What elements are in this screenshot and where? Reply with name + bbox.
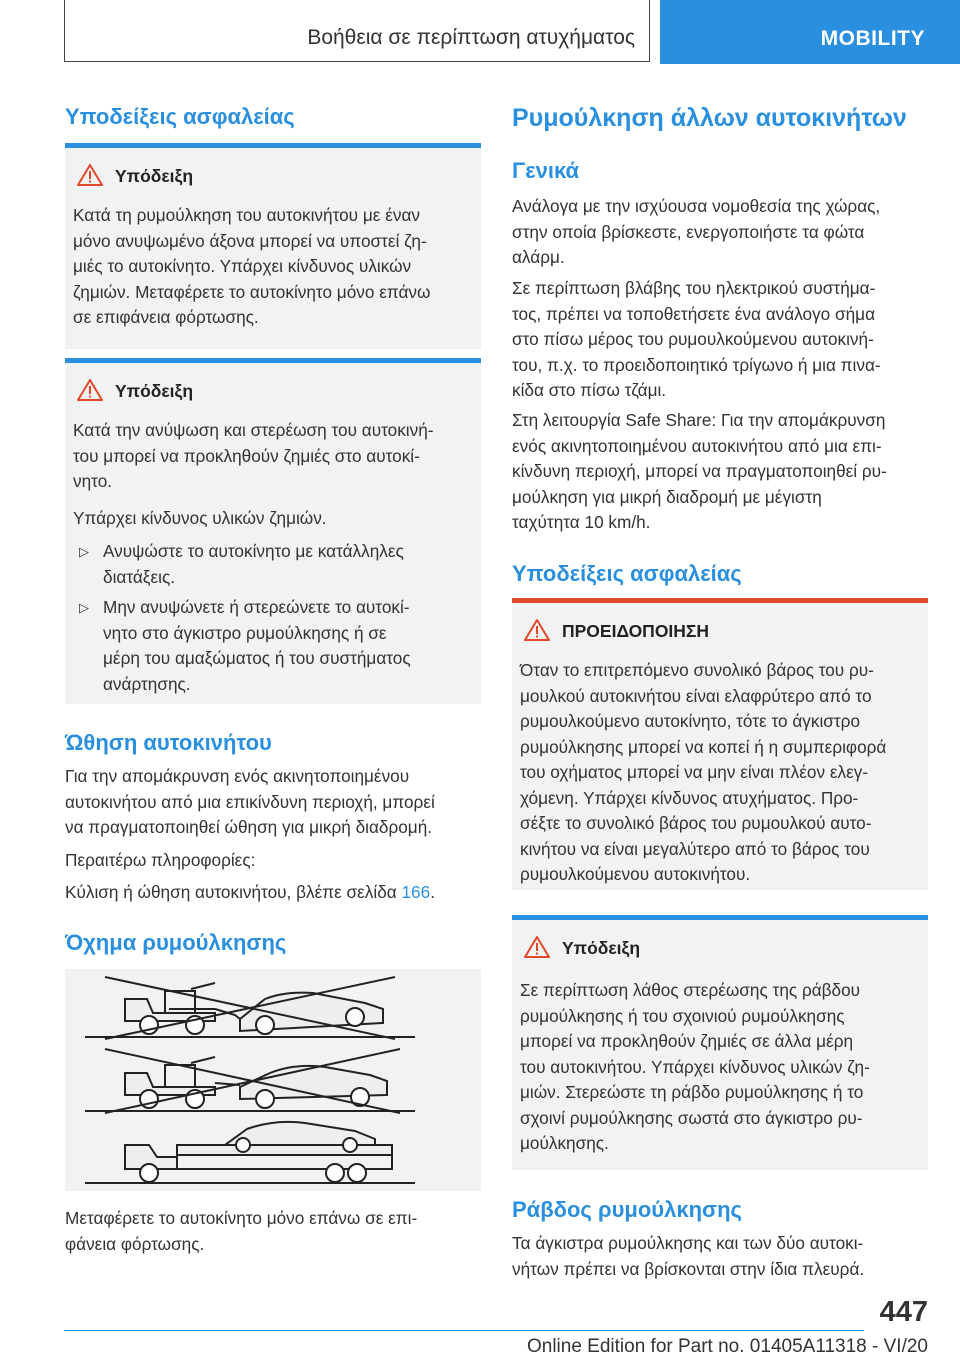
chapter-title: Βοήθεια σε περίπτωση ατυχήματος	[307, 26, 635, 49]
figure-caption: Μεταφέρετε το αυτοκίνητο μόνο επάνω σε επι‐ φάνεια φόρτωσης.	[65, 1208, 418, 1254]
rod-text: Τα άγκιστρα ρυμούλκησης και των δύο αυτοκι‐ νήτων πρέπει να βρίσκονται στην ίδια πλευρά.	[512, 1233, 865, 1279]
note-title: Υπόδειξη	[115, 381, 194, 401]
header-frame	[64, 0, 650, 62]
bullet-arrow-icon: ▷	[79, 600, 89, 615]
page-reference: Κύλιση ή ώθηση αυτοκινήτου, βλέπε σελίδα 166.	[65, 882, 435, 902]
rod-heading: Ράβδος ρυμούλκησης	[512, 1197, 742, 1222]
safety-heading-right: Υποδείξεις ασφαλείας	[512, 561, 742, 586]
warning-text: Όταν το επιτρεπόμενο συνολικό βάρος του ρυ‐ μουλκού αυτοκινήτου είναι ελαφρύτερο από το ρυμουλκούμενο αυτοκίνητο, τότε το άγκιστρο ρυμούλκησης μπορεί να κοπεί ή η συμπεριφορά του οχήματος μπορεί να μην είναι πλέον ελεγ‐ χόμενη. Υπάρχει κίνδυνος ατυχήματος. Προ‐ σέξτε το συνολικό βάρος του ρυμουλκού αυτο‐ κινήτου να είναι μεγαλύτερο από το βάρος του ρυμουλκούμενου αυτοκινήτου.	[520, 660, 887, 884]
warning-triangle-icon	[524, 936, 550, 958]
warning-triangle-icon	[77, 379, 103, 401]
note-text: Σε περίπτωση λάθος στερέωσης της ράβδου ρυμούλκησης ή του σχοινιού ρυμούλκησης μπορεί να προκληθούν ζημιές σε άλλα μέρη του αυτοκινήτου. Υπάρχει κίνδυνος υλικών ζη‐ μιών. Στερεώστε τη ράβδο ρυμούλκησης ή το σχοινί ρυμούλκησης σωστά στο άγκιστρο ρυ‐ μούλκησης.	[520, 980, 870, 1153]
warning-title: ΠΡΟΕΙΔΟΠΟΙΗΣΗ	[562, 621, 710, 641]
bullet-item: Ανυψώστε το αυτοκίνητο με κατάλληλες διατάξεις.	[103, 541, 404, 587]
general-text-1: Ανάλογα με την ισχύουσα νομοθεσία της χώρας, στην οποία βρίσκεστε, ενεργοποιήστε τα φώτα αλάρμ.	[512, 196, 881, 267]
note-box-2	[65, 358, 481, 704]
main-heading: Ρυμούλκηση άλλων αυτοκινήτων	[512, 104, 907, 132]
tow-vehicle-illustration	[65, 969, 481, 1191]
note-box-1	[65, 143, 481, 349]
warning-triangle-icon	[77, 164, 103, 186]
warning-triangle-icon	[524, 619, 550, 641]
risk-text: Υπάρχει κίνδυνος υλικών ζημιών.	[73, 508, 327, 528]
note-title: Υπόδειξη	[562, 938, 641, 958]
push-heading: Ώθηση αυτοκινήτου	[65, 730, 272, 755]
bullet-arrow-icon: ▷	[79, 544, 89, 559]
warning-box	[512, 598, 928, 890]
general-heading: Γενικά	[512, 158, 580, 183]
edition-text: Online Edition for Part no. 01405A11318 - VI/20	[526, 1336, 928, 1357]
more-info-label: Περαιτέρω πληροφορίες:	[65, 850, 256, 870]
bullet-item: Μην ανυψώνετε ή στερεώνετε το αυτοκί‐ νητο στο άγκιστρο ρυμούλκησης ή σε μέρη του αμαξώματος ή του συστήματος ανάρτησης.	[103, 597, 411, 694]
footer-divider	[64, 1330, 864, 1331]
tow-vehicle-heading: Όχημα ρυμούλκησης	[65, 930, 287, 955]
push-text: Για την απομάκρυνση ενός ακινητοποιημένου αυτοκινήτου από μια επικίνδυνη περιοχή, μπορεί να πραγματοποιηθεί ώθηση για μικρή διαδρομή.	[65, 766, 435, 837]
note-text: Κατά τη ρυμούλκηση του αυτοκινήτου με έναν μόνο ανυψωμένο άξονα μπορεί να υποστεί ζη‐ μιές το αυτοκίνητο. Υπάρχει κίνδυνος υλικών ζημιών. Μεταφέρετε το αυτοκίνητο μόνο επάνω σε επιφάνεια φόρτωσης.	[73, 205, 431, 327]
tow-truck-diagram	[65, 969, 481, 1191]
note-box-3	[512, 915, 928, 1170]
general-text-3: Στη λειτουργία Safe Share: Για την απομάκρυνση ενός ακινητοποιημένου αυτοκινήτου από μια επι‐ κίνδυνη περιοχή, μπορεί να πραγματοποιηθεί ρυ‐ μούλκηση για μικρή διαδρομή με μέγιστη ταχύτητα 10 km/h.	[512, 410, 887, 532]
page-link[interactable]: 166	[401, 882, 431, 902]
section-tab[interactable]	[660, 0, 960, 64]
note-title: Υπόδειξη	[115, 166, 194, 186]
section-tab-label: MOBILITY	[820, 27, 925, 50]
safety-heading-left: Υποδείξεις ασφαλείας	[65, 104, 295, 129]
general-text-2: Σε περίπτωση βλάβης του ηλεκτρικού συστήμα‐ τος, πρέπει να τοποθετήσετε ένα ανάλογο σήμα στο πίσω μέρος του ρυμουλκούμενου αυτοκινή‐ του, π.χ. το προειδοποιητικό τρίγωνο ή μια πινα‐ κίδα στο πίσω τζάμι.	[512, 278, 881, 400]
note-text: Κατά την ανύψωση και στερέωση του αυτοκινή‐ του μπορεί να προκληθούν ζημιές στο αυτοκί‐ νητο.	[73, 420, 434, 491]
page-number: 447	[879, 1296, 928, 1328]
